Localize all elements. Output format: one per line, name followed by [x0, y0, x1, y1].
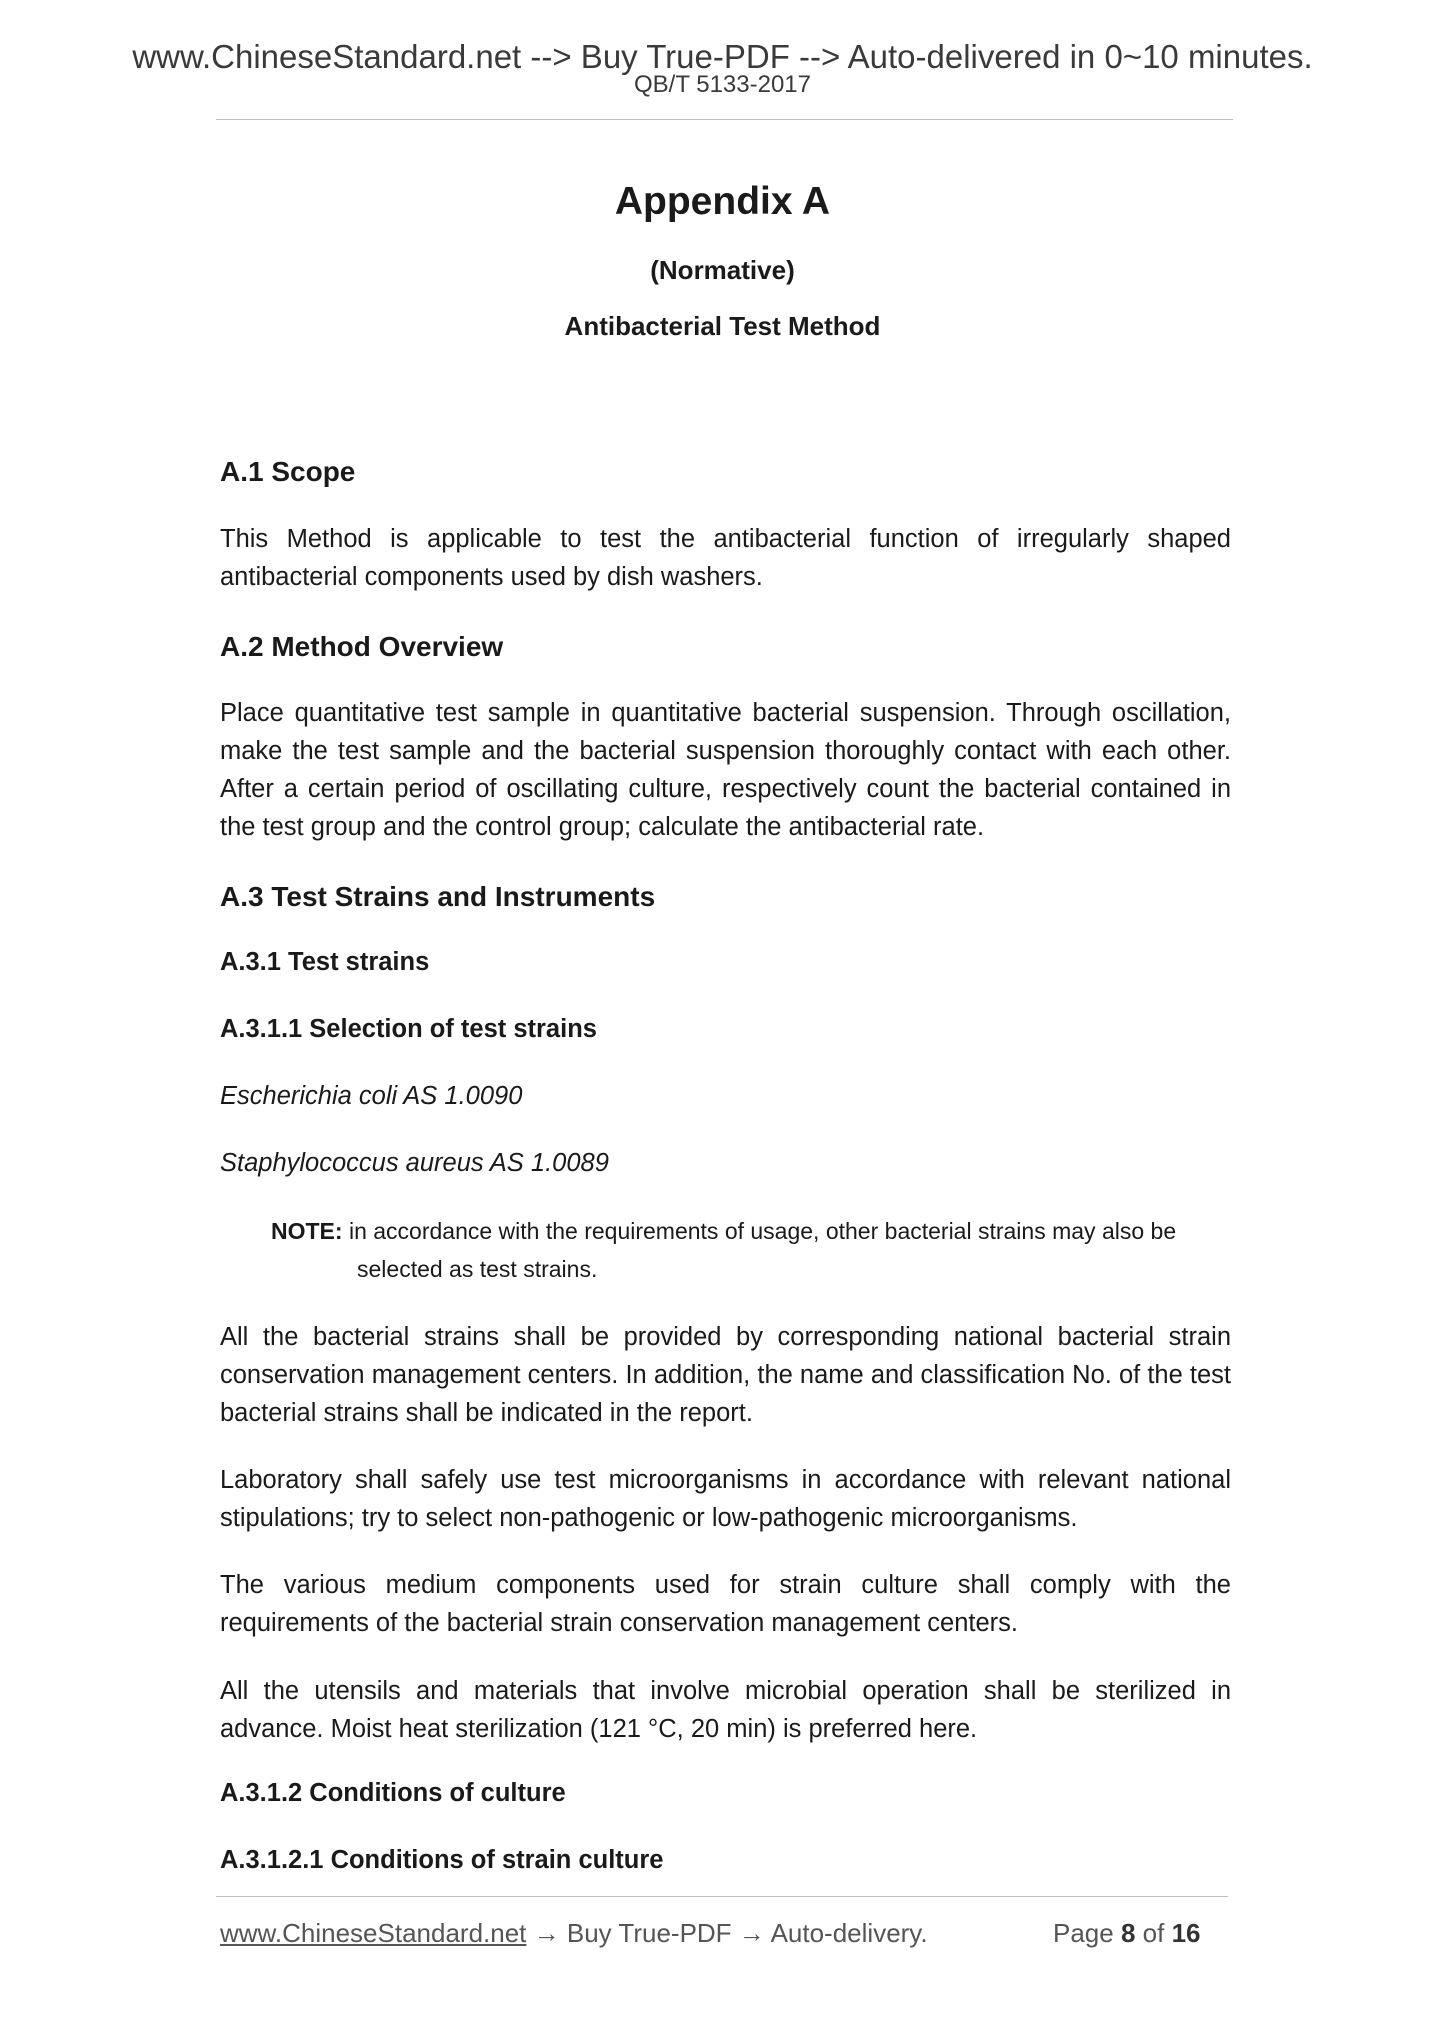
section-a311-heading: A.3.1.1 Selection of test strains — [220, 1015, 597, 1043]
header-divider — [216, 119, 1233, 120]
page-indicator — [1053, 1918, 1201, 1949]
note-line-2: selected as test strains. — [357, 1256, 598, 1282]
page-total: 16 — [1171, 1918, 1201, 1948]
paragraph-sterilization: All the utensils and materials that involve microbial operation shall be sterilized in advance. Moist heat sterilization (121 °C, 20 min) is preferred here. — [220, 1677, 1231, 1743]
footer-tagline: → Buy True-PDF → Auto-delivery. — [526, 1918, 928, 1948]
footer-url-link[interactable]: www.ChineseStandard.net — [220, 1918, 527, 1948]
appendix-subtitle: Antibacterial Test Method — [564, 311, 881, 341]
section-a2-heading: A.2 Method Overview — [220, 631, 504, 662]
footer-link-block — [220, 1918, 928, 1949]
note-line-1: in accordance with the requirements of usage, other bacterial strains may also be — [342, 1218, 1177, 1244]
note-label: NOTE: — [271, 1218, 343, 1244]
note-block — [271, 1212, 1231, 1288]
of-label: of — [1142, 1918, 1165, 1948]
section-a3121-heading: A.3.1.2.1 Conditions of strain culture — [220, 1846, 664, 1874]
header-banner: www.ChineseStandard.net --> Buy True-PDF --> Auto-delivered in 0~10 minutes. — [132, 38, 1313, 75]
standard-code: QB/T 5133-2017 — [633, 71, 811, 98]
section-a1-text: This Method is applicable to test the antibacterial function of irregularly shaped antibacterial components used by dish washers. — [220, 525, 1231, 591]
section-a3-heading: A.3 Test Strains and Instruments — [220, 881, 656, 912]
page-label: Page — [1053, 1918, 1114, 1948]
page-current: 8 — [1120, 1918, 1136, 1948]
footer-divider — [216, 1896, 1228, 1897]
strain-saureus: Staphylococcus aureus AS 1.0089 — [220, 1149, 609, 1177]
paragraph-strain-provision: All the bacterial strains shall be provided by corresponding national bacterial strain conservation management centers. In addition, the name and classification No. of the test bacterial strains shall be indicated in the report. — [220, 1323, 1231, 1427]
paragraph-medium-components: The various medium components used for strain culture shall comply with the requirements of the bacterial strain conservation management centers. — [220, 1571, 1231, 1637]
appendix-type: (Normative) — [650, 255, 795, 285]
strain-ecoli: Escherichia coli AS 1.0090 — [220, 1082, 523, 1110]
paragraph-lab-safety: Laboratory shall safely use test microorganisms in accordance with relevant national stipulations; try to select non-pathogenic or low-pathogenic microorganisms. — [220, 1466, 1231, 1532]
section-a312-heading: A.3.1.2 Conditions of culture — [220, 1779, 566, 1807]
section-a31-heading: A.3.1 Test strains — [220, 948, 430, 976]
section-a1-heading: A.1 Scope — [220, 456, 356, 487]
appendix-title: Appendix A — [614, 180, 831, 223]
section-a2-text: Place quantitative test sample in quantitative bacterial suspension. Through oscillation, make the test sample and the bacterial suspension thoroughly contact with each other. After a certain period of oscillating culture, respectively count the bacterial contained in the test group and the control group; calculate the antibacterial rate. — [220, 699, 1231, 841]
